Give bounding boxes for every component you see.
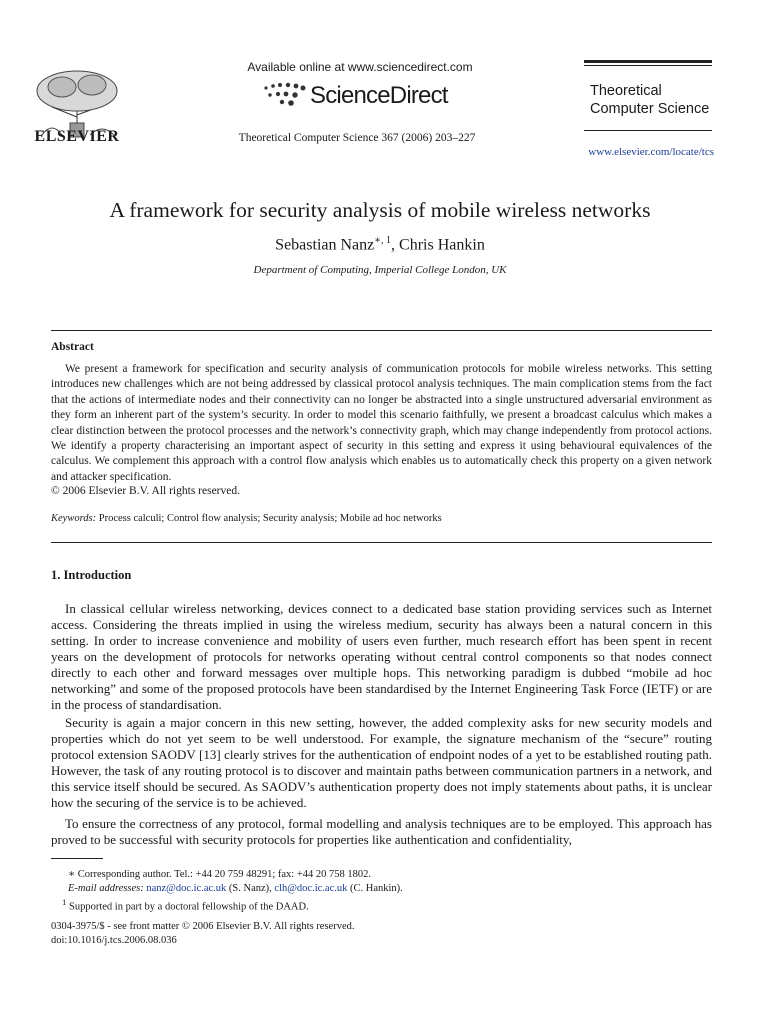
journal-name [590,82,712,118]
abstract-copyright: © 2006 Elsevier B.V. All rights reserved. [51,485,240,497]
intro-paragraph: In classical cellular wireless networking, devices connect to a dedicated base station providing services such as Internet access. Considering the threats implied in using the wireless medium, security has always been a natural concern in this setting. In order to increase convenience and mobility of users even further, much research effort has been spent in recent years on the development of protocols for networks operating without central control components so that nodes connect directly to each other and forward messages over multiple hops. This networking paradigm is dubbed “mobile ad hoc networking” and some of the proposed protocols have been standardised by the Internet Engineering Task Force (IETF) or are in the process of standardisation. [51,601,712,713]
abstract-text: We present a framework for specification and security analysis of communication protocols for mobile wireless networks. This setting introduces new challenges which are not being addressed by classical protocol analysis techniques. The main complication stems from the fact that the actions of intermediate nodes and their connectivity can no longer be abstracted into a single unstructured adversarial environment as they form an inherent part of the system’s security. In order to model this scenario faithfully, we present a broadcast calculus which makes a clear distinction between the protocol processes and the network’s connectivity graph, which may change independently from protocol actions. We identify a property characterising an important aspect of security in this setting and express it using behavioural equivalences of the calculus. We complement this approach with a control flow analysis which enables us to automatically check this property on a given network and attacker specification. [51,363,712,483]
masthead-rule-thick [584,60,712,63]
sciencedirect-wordmark: ScienceDirect [310,82,448,109]
masthead-rule-bottom [584,130,712,131]
masthead-rule-thin [584,65,712,66]
intro-paragraph: To ensure the correctness of any protocol, formal modelling and analysis techniques are to be employed. This approach has proved to be successful with security protocols for properties like authentication and confidentiality, [51,816,712,848]
paper-authors [0,235,760,254]
author-separator: , [391,236,400,254]
paper-title: A framework for security analysis of mobile wireless networks [109,198,651,222]
keywords [51,513,442,524]
divider [51,542,712,543]
email-link[interactable]: nanz@doc.ic.ac.uk [146,883,227,894]
email-owner: (C. Hankin). [347,883,403,894]
journal-citation: Theoretical Computer Science 367 (2006) 203–227 [238,132,476,144]
intro-paragraph: Security is again a major concern in this new setting, however, the added complexity asks for new security models and properties which do not yet seem to be well understood. For example, the signature mechanism of the “secure” routing protocol extension SAODV [13] clearly strives for the authentication of endpoint nodes of a yet to be established routing path. However, the task of any routing protocol is to discover and maintain paths between communication partners in a network, and this service itself should be secured. As SAODV’s authentication property does not imply statements about paths, it is unclear how the securing of the service is to be achieved. [51,715,712,811]
author-affiliation: Department of Computing, Imperial College London, UK [253,264,507,276]
sciencedirect-brand [262,80,492,114]
publisher-name: ELSEVIER [34,128,120,145]
doi[interactable]: doi:10.1016/j.tcs.2006.08.036 [51,935,177,946]
footnote-text: Supported in part by a doctoral fellowship of the DAAD. [66,901,309,913]
footnote-rule [51,858,103,859]
footnote-text: Corresponding author. Tel.: +44 20 759 48291; fax: +44 20 758 1802. [75,869,371,880]
front-matter-notice: 0304-3975/$ - see front matter © 2006 Elsevier B.V. All rights reserved. [51,921,355,932]
sciencedirect-dots-icon [262,80,308,110]
abstract-heading: Abstract [51,341,94,353]
footnote-corresponding-author [68,868,371,880]
journal-url-link[interactable]: www.elsevier.com/locate/tcs [588,146,714,158]
keywords-list: Process calculi; Control flow analysis; Security analysis; Mobile ad hoc networks [96,513,442,524]
keywords-label: Keywords: [51,513,97,524]
journal-masthead [584,60,712,131]
email-link[interactable]: clh@doc.ic.ac.uk [274,883,348,894]
journal-name-line2: Computer Science [590,101,710,117]
divider [51,330,712,331]
email-owner: (S. Nanz), [226,883,275,894]
footnote-email-addresses [68,883,403,894]
author-name: Sebastian Nanz [275,236,375,254]
author-name: Chris Hankin [399,236,485,254]
footnote-mark: 1 [62,897,67,907]
section-heading-introduction: 1. Introduction [51,568,132,582]
email-label: E-mail addresses: [68,883,144,894]
footnote-mark: ∗ [68,869,76,880]
footnote-funding [62,897,309,913]
available-online-text: Available online at www.sciencedirect.com [247,60,473,74]
journal-name-line1: Theoretical [590,83,662,99]
author-footnote-marks[interactable]: ∗, 1 [374,235,392,246]
